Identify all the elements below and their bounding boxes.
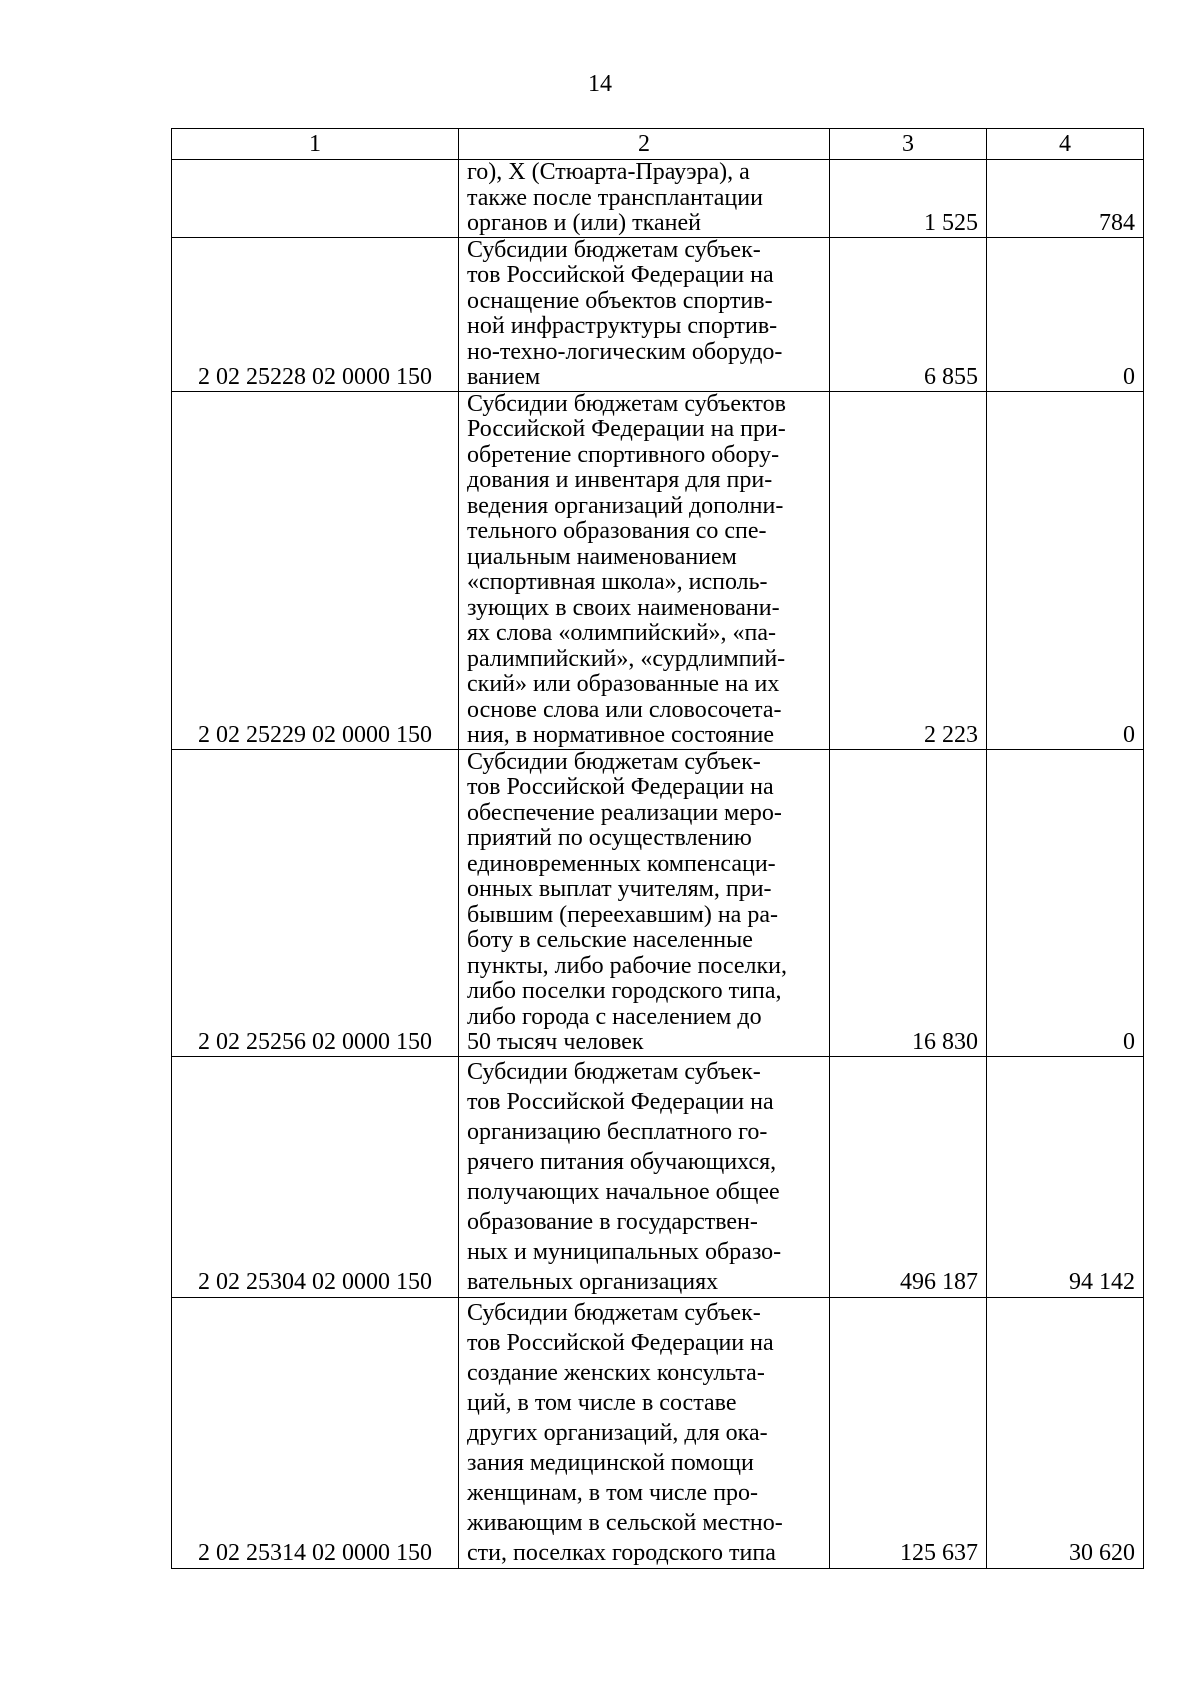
description-line: женщинам, в том числе про- [467,1479,759,1506]
description-line: ной инфраструктуры спортив- [467,313,778,339]
description-line: основе слова или словосочета- [467,696,782,723]
page-number: 14 [588,71,612,97]
table-row [172,160,1144,238]
description-line: боту в сельские населенные [467,927,753,953]
header-col-3: 3 [830,129,987,160]
amount-col4-cell: 0 [987,237,1144,391]
table-row [172,391,1144,749]
budget-code-cell [172,160,459,238]
budget-code-cell: 2 02 25229 02 0000 150 [172,391,459,749]
amount-col3-cell: 1 525 [830,160,987,238]
description-line: обретение спортивного обору- [467,441,780,468]
description-line: ций, в том числе в составе [467,1389,737,1416]
amount-col3-cell: 496 187 [830,1056,987,1297]
budget-table [171,128,1144,1569]
description-cell [459,749,830,1056]
budget-code-cell: 2 02 25256 02 0000 150 [172,749,459,1056]
description-line: онных выплат учителям, при- [467,876,772,902]
description-line: ния, в нормативное состояние [467,722,775,748]
description-line: оснащение объектов спортив- [467,287,773,314]
description-cell [459,160,830,238]
description-line: тельного образования со спе- [467,518,767,544]
amount-col3-cell: 16 830 [830,749,987,1056]
description-line: «спортивная школа», исполь- [467,569,768,595]
description-line: тов Российской Федерации на [467,774,774,800]
description-cell [459,391,830,749]
description-line: вательных организациях [467,1268,719,1295]
amount-col3-cell: 2 223 [830,391,987,749]
table-row [172,1297,1144,1568]
description-line: но-техно-логическим оборудо- [467,338,783,365]
description-line: Субсидии бюджетам субъек- [467,1299,761,1326]
description-line: тов Российской Федерации на [467,1329,774,1356]
description-line: тов Российской Федерации на [467,1088,774,1115]
table-row [172,237,1144,391]
description-line: органов и (или) тканей [467,210,701,236]
header-col-4: 4 [987,129,1144,160]
description-line: других организаций, для ока- [467,1419,768,1446]
budget-code-cell: 2 02 25314 02 0000 150 [172,1297,459,1568]
table-row [172,1056,1144,1297]
description-line: пункты, либо рабочие поселки, [467,952,788,979]
amount-col4-cell: 0 [987,391,1144,749]
description-cell [459,1297,830,1568]
header-row [172,129,1144,160]
description-line: ях слова «олимпийский», «па- [467,620,777,646]
description-line: Российской Федерации на при- [467,416,786,442]
amount-col3-cell: 6 855 [830,237,987,391]
description-line: Субсидии бюджетам субъек- [467,748,761,775]
description-line: ский» или образованные на их [467,671,780,697]
description-line: единовременных компенсаци- [467,850,776,877]
description-line: зания медицинской помощи [467,1449,754,1476]
table-body [172,160,1144,1569]
description-line: Субсидии бюджетам субъек- [467,236,761,263]
description-line: также после трансплантации [467,184,763,211]
header-col-1: 1 [172,129,459,160]
description-line: организацию бесплатного го- [467,1118,768,1145]
table-header [172,129,1144,160]
description-line: Субсидии бюджетам субъек- [467,1058,761,1085]
description-cell [459,1056,830,1297]
description-line: Субсидии бюджетам субъектов [467,390,786,417]
amount-col3-cell: 125 637 [830,1297,987,1568]
description-line: либо поселки городского типа, [467,978,782,1004]
description-line: ных и муниципальных образо- [467,1238,782,1265]
table-row [172,749,1144,1056]
amount-col4-cell: 784 [987,160,1144,238]
description-line: ралимпийский», «сурдлимпий- [467,645,786,672]
description-line: создание женских консульта- [467,1359,765,1386]
description-line: ванием [467,364,541,390]
description-line: получающих начальное общее [467,1178,780,1205]
description-line: циальным наименованием [467,543,737,570]
description-line: образование в государствен- [467,1208,758,1235]
budget-code-cell: 2 02 25304 02 0000 150 [172,1056,459,1297]
description-line: бывшим (переехавшим) на ра- [467,901,778,928]
description-line: обеспечение реализации меро- [467,799,782,826]
amount-col4-cell: 0 [987,749,1144,1056]
description-line: го), X (Стюарта-Прауэра), а [467,159,750,185]
budget-code-cell: 2 02 25228 02 0000 150 [172,237,459,391]
header-col-2: 2 [459,129,830,160]
description-line: 50 тысяч человек [467,1029,644,1055]
description-line: сти, поселках городского типа [467,1539,776,1566]
description-line: тов Российской Федерации на [467,262,774,288]
amount-col4-cell: 94 142 [987,1056,1144,1297]
description-cell [459,237,830,391]
description-line: зующих в своих наименовани- [467,594,780,621]
description-line: либо города с населением до [467,1003,762,1030]
description-line: ведения организаций дополни- [467,492,784,519]
description-line: приятий по осуществлению [467,825,752,851]
description-line: дования и инвентаря для при- [467,467,773,493]
description-line: живающим в сельской местно- [467,1509,783,1536]
amount-col4-cell: 30 620 [987,1297,1144,1568]
description-line: рячего питания обучающихся, [467,1148,777,1175]
